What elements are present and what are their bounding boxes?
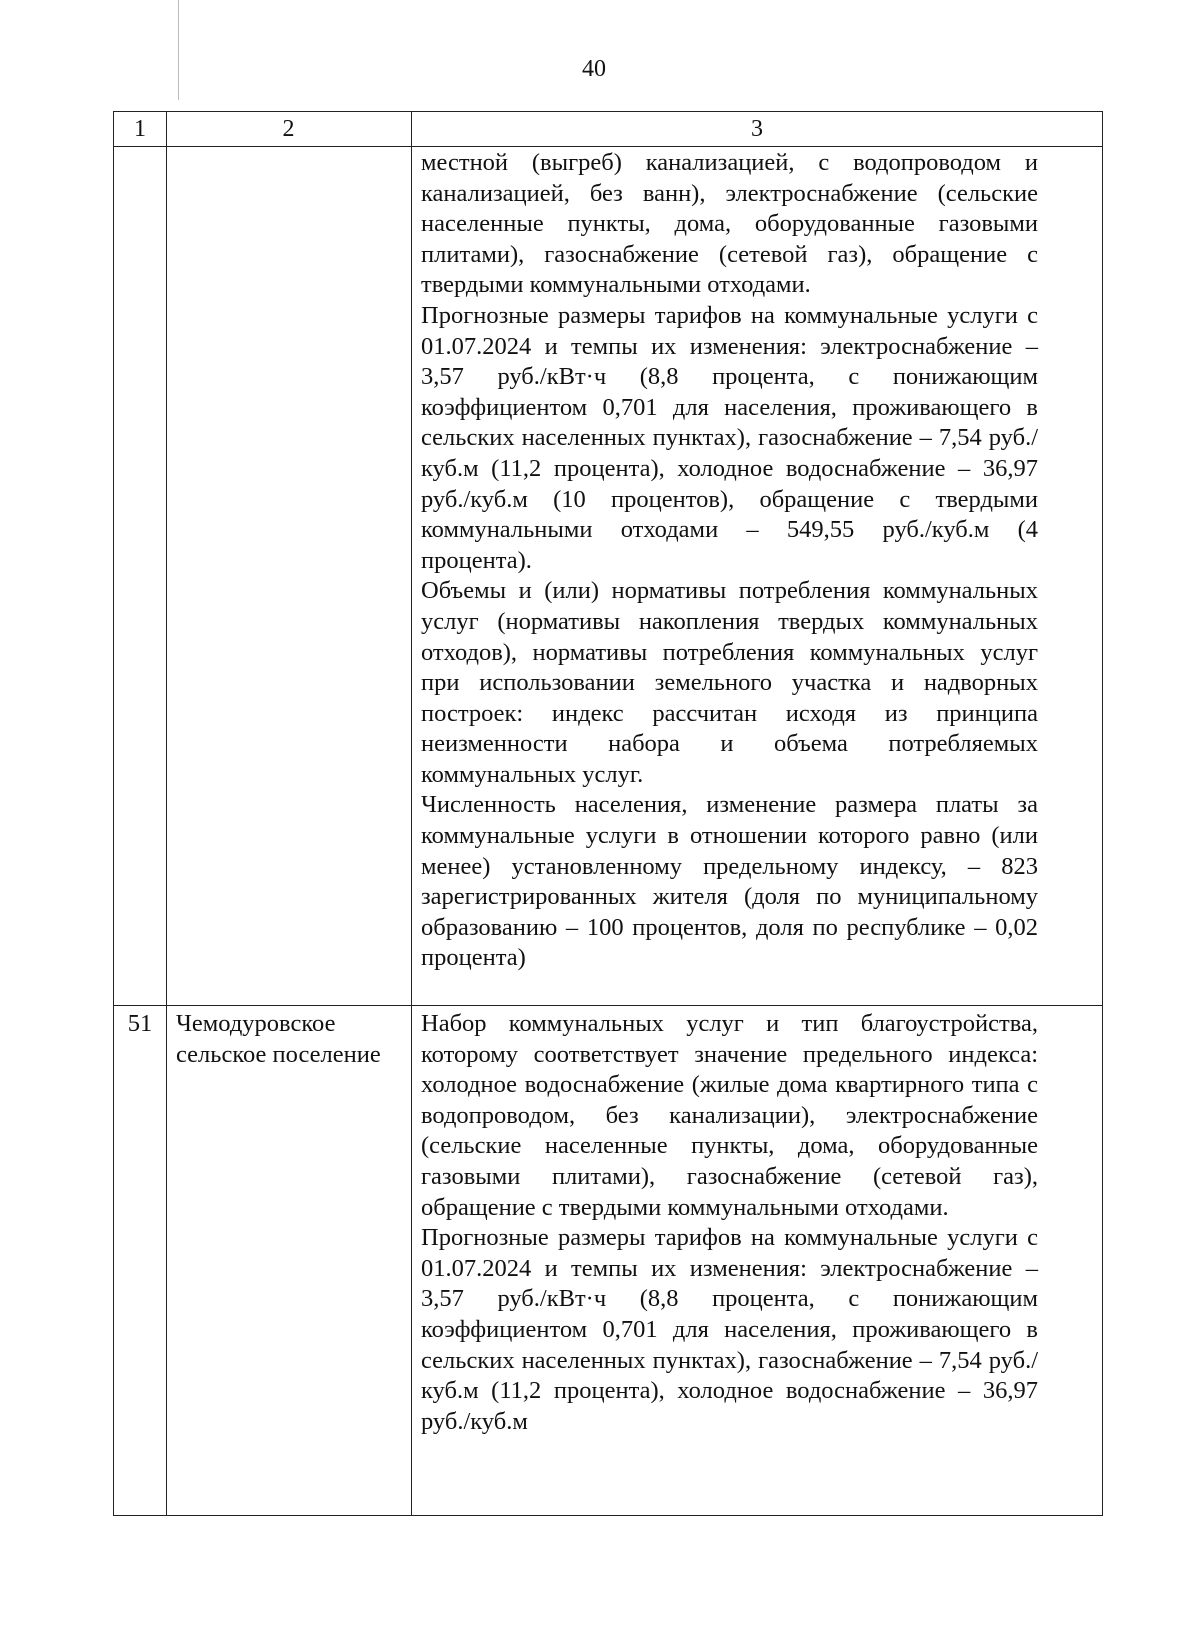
header-col-3: 3 xyxy=(751,116,763,142)
settlement-name-line: Чемодуровское xyxy=(176,1010,336,1037)
paragraph: местной (выгреб) канализацией, с водопроводом и канализацией, без ванн), электроснабжение (сельские населенные пункты, дома, оборудованные газовыми плитами), газоснабжение (сетевой газ), обращение с твердыми коммунальными отходами. xyxy=(421,149,1038,299)
header-col-1: 1 xyxy=(134,116,146,142)
paragraph: Прогнозные размеры тарифов на коммунальные услуги с 01.07.2024 и темпы их изменения: электроснабжение – 3,57 руб./кВт·ч (8,8 процента, с понижающим коэффициентом 0,701 для населения, проживающего в сельских населенных пунктах), газоснабжение – 7,54 руб./куб.м (11,2 процента), холодное водоснабжение – 36,97 руб./куб.м (10 процентов), обращение с твердыми коммунальными отходами – 549,55 руб./куб.м (4 процента). xyxy=(421,301,1038,574)
tariff-table xyxy=(113,111,1103,1516)
settlement-name-line: сельское поселение xyxy=(176,1040,381,1068)
column-divider xyxy=(166,112,167,1515)
table-row-2-name xyxy=(176,1009,408,1070)
table-row-2-description xyxy=(421,1009,1038,1437)
paragraph: Численность населения, изменение размера платы за коммунальные услуги в отношении которого равно (или менее) установленному предельному индексу, – 823 зарегистрированных жителя (доля по муниципальному образованию – 100 процентов, доля по республике – 0,02 процента) xyxy=(421,791,1038,972)
row-divider xyxy=(114,1005,1102,1006)
paragraph: Набор коммунальных услуг и тип благоустройства, которому соответствует значение предельного индекса: холодное водоснабжение (жилые дома квартирного типа с водопроводом, без канализации), электроснабжение (сельские населенные пункты, дома, оборудованные газовыми плитами), газоснабжение (сетевой газ), обращение с твердыми коммунальными отходами. xyxy=(421,1010,1038,1221)
paragraph: Прогнозные размеры тарифов на коммунальные услуги с 01.07.2024 и темпы их изменения: электроснабжение – 3,57 руб./кВт·ч (8,8 процента, с понижающим коэффициентом 0,701 для населения, проживающего в сельских населенных пунктах), газоснабжение – 7,54 руб./куб.м (11,2 процента), холодное водоснабжение – 36,97 руб./куб.м xyxy=(421,1224,1038,1435)
header-col-2: 2 xyxy=(282,116,295,142)
table-row-2-number: 51 xyxy=(127,1010,153,1037)
table-row-1-description xyxy=(421,148,1038,974)
paragraph: Объемы и (или) нормативы потребления коммунальных услуг (нормативы накопления твердых коммунальных отходов), нормативы потребления коммунальных услуг при использовании земельного участка и надворных построек: индекс рассчитан исходя из принципа неизменности набора и объема потребляемых коммунальных услуг. xyxy=(421,577,1038,788)
scan-margin-line xyxy=(178,0,179,100)
column-divider xyxy=(411,112,412,1515)
page-number: 40 xyxy=(582,56,606,82)
header-divider xyxy=(114,146,1102,147)
